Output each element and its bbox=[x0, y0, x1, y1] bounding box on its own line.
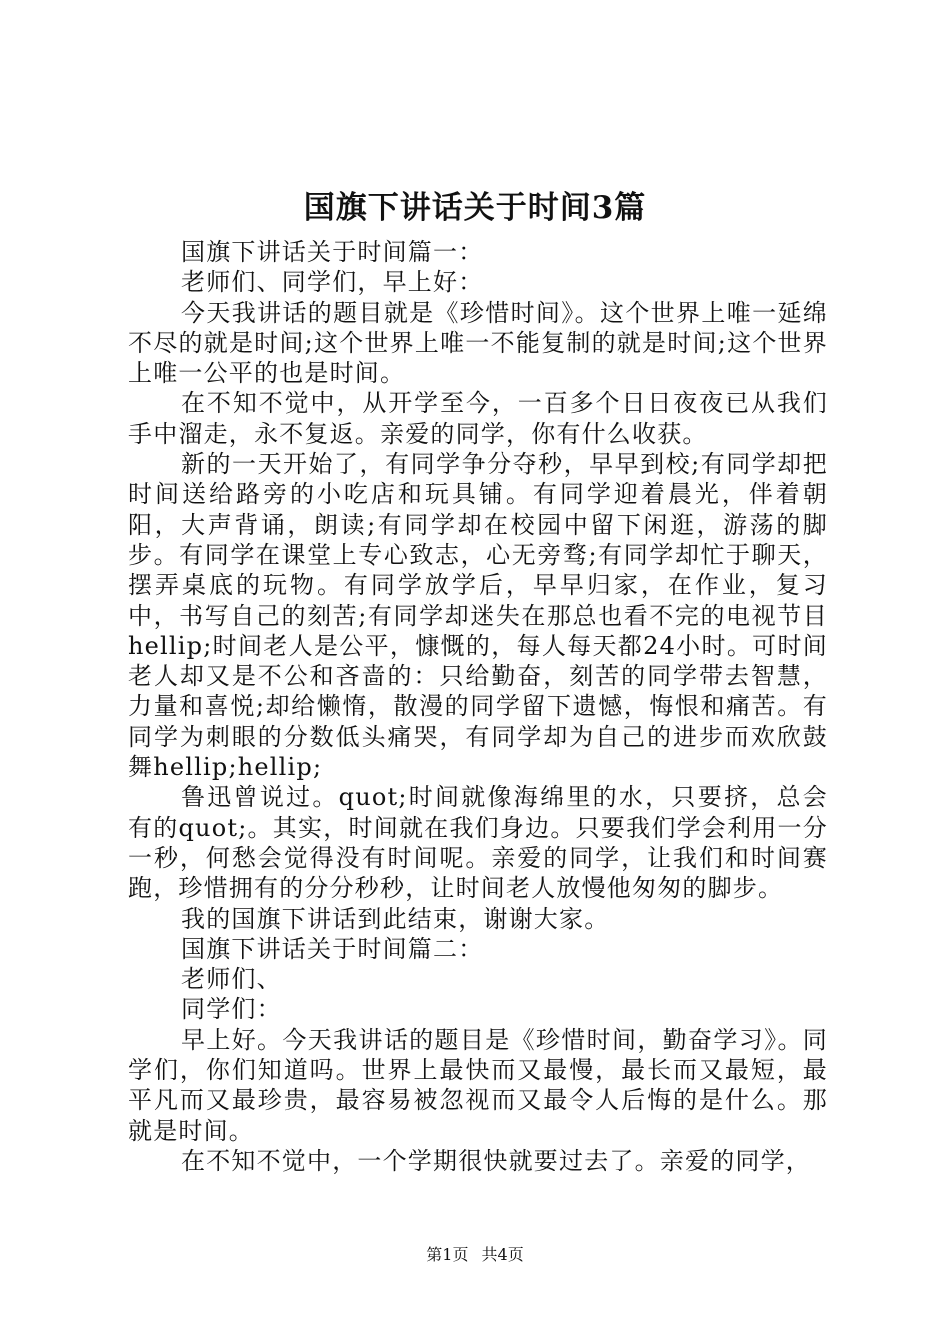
document-body bbox=[128, 237, 828, 1176]
paragraph: 在不知不觉中，从开学至今，一百多个日日夜夜已从我们手中溜走，永不复返。亲爱的同学，你有什么收获。 bbox=[128, 389, 828, 448]
paragraph: 新的一天开始了，有同学争分夺秒，早早到校;有同学却把时间送给路旁的小吃店和玩具铺。有同学迎着晨光，伴着朝阳，大声背诵，朗读;有同学却在校园中留下闲逛，游荡的脚步。有同学在课堂上专心致志，心无旁骛;有同学却忙于聊天，摆弄桌底的玩物。有同学放学后，早早归家，在作业，复习中，书写自己的刻苦;有同学却迷失在那总也看不完的电视节目hellip;时间老人是公平，慷慨的，每人每天都24小时。可时间老人却又是不公和吝啬的：只给勤奋，刻苦的同学带去智慧，力量和喜悦;却给懒惰，散漫的同学留下遗憾，悔恨和痛苦。有同学为刺眼的分数低头痛哭，有同学却为自己的进步而欢欣鼓舞hellip;hellip; bbox=[128, 450, 828, 782]
page-footer bbox=[0, 1244, 950, 1266]
paragraph: 今天我讲话的题目就是《珍惜时间》。这个世界上唯一延绵不尽的就是时间;这个世界上唯一不能复制的就是时间;这个世界上唯一公平的也是时间。 bbox=[128, 298, 828, 388]
page-number: 第1页 bbox=[426, 1245, 469, 1264]
paragraph: 老师们、 bbox=[181, 965, 282, 994]
paragraph: 国旗下讲话关于时间篇二： bbox=[181, 934, 484, 963]
page-total: 共4页 bbox=[481, 1245, 524, 1264]
paragraph: 鲁迅曾说过。quot;时间就像海绵里的水，只要挤，总会有的quot;。其实，时间就在我们身边。只要我们学会利用一分一秒，何愁会觉得没有时间呢。亲爱的同学，让我们和时间赛跑，珍惜拥有的分分秒秒，让时间老人放慢他匆匆的脚步。 bbox=[128, 783, 828, 903]
paragraph: 早上好。今天我讲话的题目是《珍惜时间，勤奋学习》。同学们，你们知道吗。世界上最快而又最慢，最长而又最短，最平凡而又最珍贵，最容易被忽视而又最令人后悔的是什么。那就是时间。 bbox=[128, 1025, 828, 1145]
paragraph: 国旗下讲话关于时间篇一： bbox=[181, 238, 484, 266]
paragraph: 老师们、同学们，早上好： bbox=[181, 268, 484, 297]
paragraph: 同学们： bbox=[181, 995, 282, 1024]
document-title: 国旗下讲话关于时间3篇 bbox=[303, 190, 647, 226]
paragraph: 在不知不觉中，一个学期很快就要过去了。亲爱的同学， bbox=[181, 1146, 811, 1175]
paragraph: 我的国旗下讲话到此结束，谢谢大家。 bbox=[181, 904, 610, 933]
